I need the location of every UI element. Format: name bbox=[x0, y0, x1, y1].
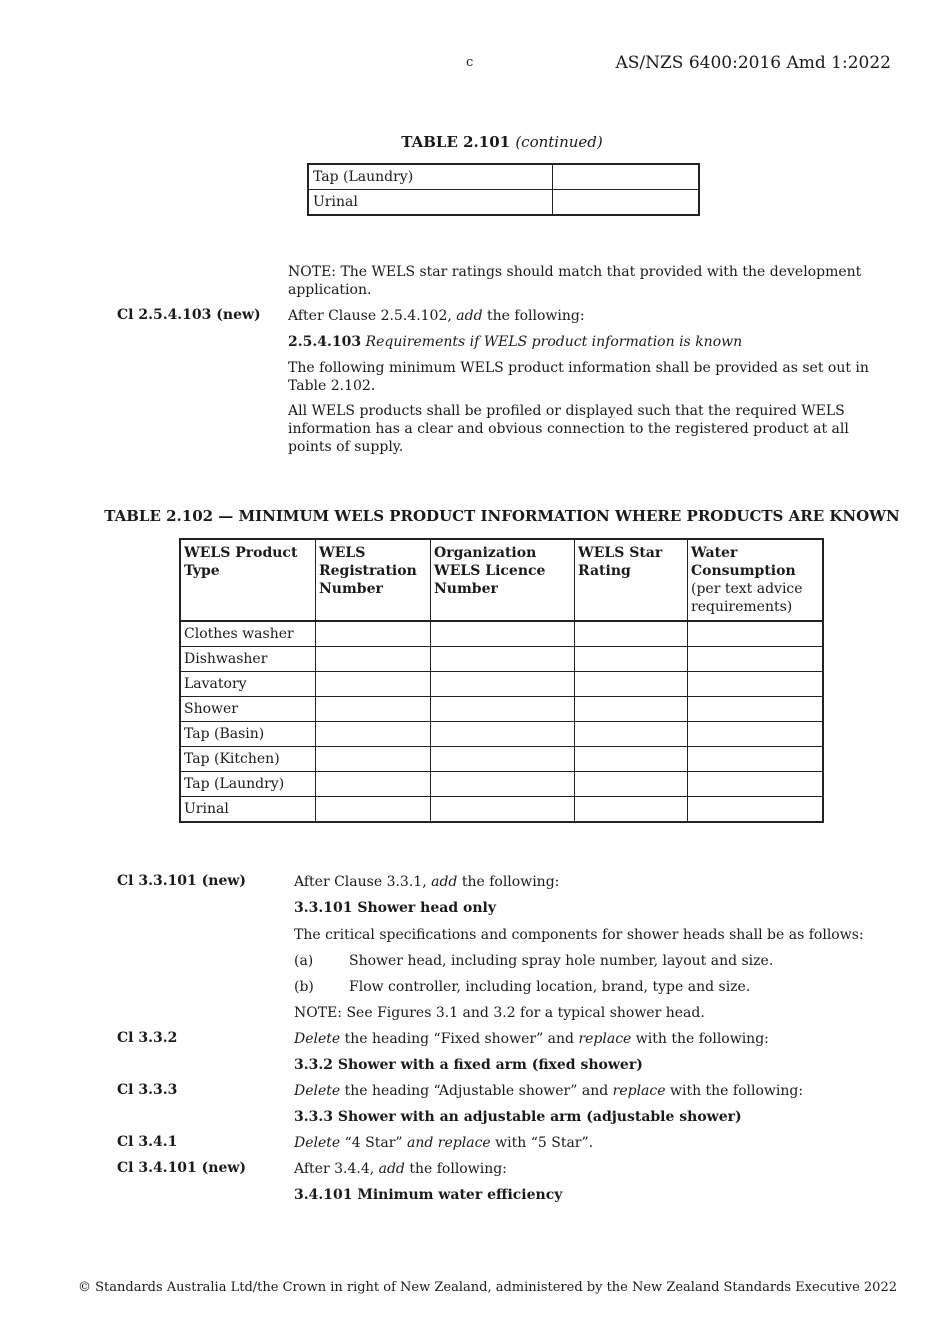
instruction-emphasis: Delete bbox=[294, 1135, 341, 1151]
clause-instruction bbox=[294, 1030, 769, 1048]
table-cell: Dishwasher bbox=[180, 647, 316, 672]
column-header-title: Water Consumption bbox=[691, 545, 796, 579]
intro-text: the following: bbox=[461, 874, 560, 890]
intro-emphasis: add bbox=[431, 874, 458, 890]
column-header: WELS Product Type bbox=[180, 539, 316, 621]
clause-label: Cl 3.4.1 bbox=[117, 1134, 178, 1150]
clause-label: Cl 3.3.3 bbox=[117, 1082, 178, 1098]
table-2-102-title: TABLE 2.102 — MINIMUM WELS PRODUCT INFORMATION WHERE PRODUCTS ARE KNOWN bbox=[104, 507, 900, 525]
paragraph: The critical specifications and components for shower heads shall be as follows: bbox=[294, 927, 864, 943]
note-wels-ratings: NOTE: The WELS star ratings should match that provided with the development application. bbox=[288, 264, 862, 298]
table-cell-empty bbox=[316, 672, 431, 697]
table-cell: Urinal bbox=[180, 797, 316, 823]
instruction-text: the heading “Adjustable shower” and bbox=[344, 1083, 609, 1099]
table-2-101-title bbox=[0, 133, 950, 151]
intro-emphasis: add bbox=[456, 308, 483, 324]
table-row bbox=[180, 672, 823, 697]
clause-intro bbox=[288, 307, 585, 325]
table-cell-empty bbox=[431, 772, 575, 797]
list-text: Flow controller, including location, brand, type and size. bbox=[349, 979, 751, 995]
table-cell-empty bbox=[688, 797, 824, 823]
clause-label: Cl 3.4.101 (new) bbox=[117, 1160, 247, 1176]
clause-intro bbox=[294, 1160, 507, 1178]
table-cell-empty bbox=[688, 747, 824, 772]
intro-emphasis: add bbox=[378, 1161, 405, 1177]
table-cell-empty bbox=[316, 722, 431, 747]
clause-instruction bbox=[294, 1134, 593, 1152]
column-header-note: (per text advice requirements) bbox=[691, 581, 803, 615]
table-row bbox=[308, 190, 699, 216]
table-cell-empty bbox=[575, 747, 688, 772]
list-letter: (b) bbox=[294, 979, 314, 995]
table-cell-empty bbox=[431, 797, 575, 823]
table-cell: Shower bbox=[180, 697, 316, 722]
table-cell: Tap (Laundry) bbox=[308, 164, 553, 190]
table-cell-empty bbox=[575, 697, 688, 722]
table-row bbox=[180, 647, 823, 672]
table-cell-empty bbox=[688, 722, 824, 747]
table-cell-empty bbox=[431, 747, 575, 772]
table-row bbox=[308, 164, 699, 190]
table-cell: Tap (Kitchen) bbox=[180, 747, 316, 772]
table-cell-empty bbox=[688, 672, 824, 697]
table-cell-empty bbox=[316, 747, 431, 772]
paragraph: All WELS products shall be profiled or displayed such that the required WELS information has a clear and obvious connection to the registered product at all points of supply. bbox=[288, 403, 849, 455]
column-header bbox=[688, 539, 824, 621]
list-letter: (a) bbox=[294, 953, 314, 969]
table-row bbox=[180, 747, 823, 772]
intro-text: After 3.4.4, bbox=[294, 1161, 375, 1177]
paragraph: The following minimum WELS product information shall be provided as set out in Table 2.102. bbox=[288, 360, 869, 394]
table-header-row bbox=[180, 539, 823, 621]
table-cell-empty bbox=[431, 722, 575, 747]
table-cell-empty bbox=[316, 697, 431, 722]
note: NOTE: See Figures 3.1 and 3.2 for a typical shower head. bbox=[294, 1005, 705, 1021]
clause-heading bbox=[288, 333, 742, 351]
column-header: WELS Star Rating bbox=[575, 539, 688, 621]
table-row bbox=[180, 797, 823, 823]
table-cell-empty bbox=[688, 647, 824, 672]
table-cell-empty bbox=[431, 697, 575, 722]
instruction-text: with the following: bbox=[669, 1083, 804, 1099]
list-item bbox=[294, 978, 750, 996]
table-cell-empty bbox=[688, 697, 824, 722]
table-row bbox=[180, 722, 823, 747]
heading-text: Requirements if WELS product information is known bbox=[365, 334, 743, 350]
table-cell: Tap (Basin) bbox=[180, 722, 316, 747]
table-cell-empty bbox=[316, 621, 431, 647]
table-cell-empty bbox=[316, 772, 431, 797]
instruction-text: the heading “Fixed shower” and bbox=[344, 1031, 574, 1047]
table-title-text: TABLE 2.101 bbox=[401, 133, 511, 151]
table-cell-empty bbox=[431, 672, 575, 697]
copyright-footer: © Standards Australia Ltd/the Crown in right of New Zealand, administered by the New Zealand Standards Executive 2022 bbox=[77, 1280, 897, 1295]
table-cell-empty bbox=[316, 647, 431, 672]
intro-text: After Clause 2.5.4.102, bbox=[288, 308, 452, 324]
table-cell: Tap (Laundry) bbox=[180, 772, 316, 797]
column-header: Organization WELS Licence Number bbox=[431, 539, 575, 621]
clause-label: Cl 2.5.4.103 (new) bbox=[117, 307, 261, 323]
clause-heading: 3.3.3 Shower with an adjustable arm (adjustable shower) bbox=[294, 1109, 742, 1125]
clause-instruction bbox=[294, 1082, 803, 1100]
heading-number: 2.5.4.103 bbox=[288, 334, 362, 350]
table-cell-empty bbox=[688, 772, 824, 797]
table-cell-empty bbox=[316, 797, 431, 823]
clause-label: Cl 3.3.2 bbox=[117, 1030, 178, 1046]
table-cell-empty bbox=[575, 672, 688, 697]
table-cell-empty bbox=[431, 621, 575, 647]
instruction-emphasis: Delete bbox=[294, 1083, 341, 1099]
document-id: AS/NZS 6400:2016 Amd 1:2022 bbox=[615, 53, 891, 73]
column-header: WELS Registration Number bbox=[316, 539, 431, 621]
instruction-text: with the following: bbox=[635, 1031, 769, 1047]
table-title-suffix: (continued) bbox=[515, 133, 603, 151]
clause-intro bbox=[294, 873, 559, 891]
table-2-102 bbox=[179, 538, 824, 823]
clause-heading: 3.3.101 Shower head only bbox=[294, 900, 496, 916]
clause-label: Cl 3.3.101 (new) bbox=[117, 873, 247, 889]
table-cell-empty bbox=[553, 164, 700, 190]
page-mark: c bbox=[466, 55, 474, 70]
table-row bbox=[180, 772, 823, 797]
instruction-emphasis: Delete bbox=[294, 1031, 341, 1047]
table-2-101 bbox=[307, 163, 700, 216]
list-item bbox=[294, 952, 773, 970]
table-cell: Urinal bbox=[308, 190, 553, 216]
table-row bbox=[180, 697, 823, 722]
table-cell-empty bbox=[575, 647, 688, 672]
table-cell-empty bbox=[431, 647, 575, 672]
table-row bbox=[180, 621, 823, 647]
table-cell-empty bbox=[575, 621, 688, 647]
clause-heading: 3.3.2 Shower with a fixed arm (fixed shower) bbox=[294, 1057, 643, 1073]
table-cell-empty bbox=[688, 621, 824, 647]
table-cell-empty bbox=[553, 190, 700, 216]
instruction-emphasis: and replace bbox=[407, 1135, 491, 1151]
table-cell-empty bbox=[575, 797, 688, 823]
instruction-text: “4 Star” bbox=[344, 1135, 403, 1151]
instruction-emphasis: replace bbox=[612, 1083, 666, 1099]
table-cell: Lavatory bbox=[180, 672, 316, 697]
intro-text: After Clause 3.3.1, bbox=[294, 874, 427, 890]
clause-heading: 3.4.101 Minimum water efficiency bbox=[294, 1187, 563, 1203]
table-cell-empty bbox=[575, 772, 688, 797]
table-cell-empty bbox=[575, 722, 688, 747]
table-cell: Clothes washer bbox=[180, 621, 316, 647]
instruction-emphasis: replace bbox=[578, 1031, 632, 1047]
instruction-text: with “5 Star”. bbox=[495, 1135, 594, 1151]
list-text: Shower head, including spray hole number, layout and size. bbox=[349, 953, 774, 969]
intro-text: the following: bbox=[487, 308, 585, 324]
intro-text: the following: bbox=[409, 1161, 507, 1177]
